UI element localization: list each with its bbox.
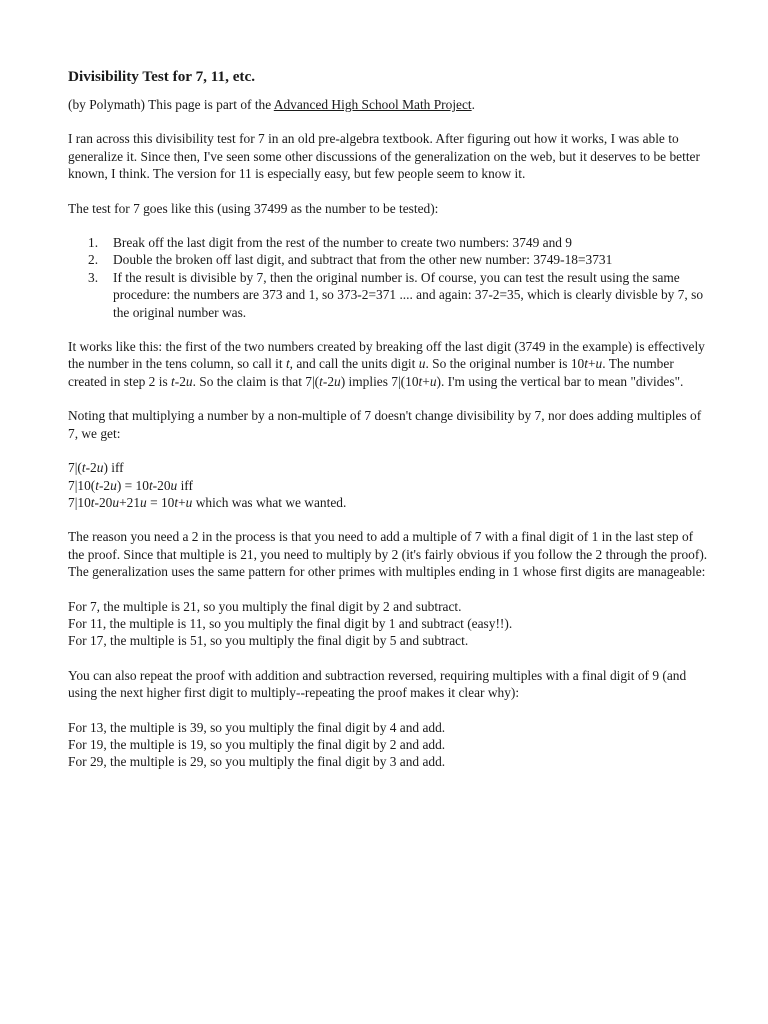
- add-rules: [68, 719, 708, 771]
- intro-paragraph: I ran across this divisibility test for 7 in an old pre-algebra textbook. After figuring out how it works, I was able to generalize it. Since then, I've seen some other discussions of the generalization on the web, but it deserves to be better known, I think. The version for 11 is especially easy, but few people seem to know it.: [68, 131, 700, 182]
- step-text: If the result is divisible by 7, then the original number is. Of course, you can test the result using the same procedure: the numbers are 373 and 1, so 373-2=371 .... and again: 37-2=35, which is clearly divisble by 7, so the original number was.: [113, 269, 704, 320]
- byline-prefix: (by Polymath) This page is part of the: [68, 97, 274, 112]
- repeat-paragraph: You can also repeat the proof with addition and subtraction reversed, requiring multiples with a final digit of 9 (and using the next higher first digit to multiply--repeating the proof makes it clear why):: [68, 667, 687, 701]
- proof-line: 7|10(t-2u) = 10t-20u iff: [68, 477, 193, 493]
- list-item: [68, 269, 708, 321]
- rule-line: For 17, the multiple is 51, so you multiply the final digit by 5 and subtract.: [68, 633, 469, 649]
- proof-lines: [68, 459, 708, 511]
- proof-line: 7|(t-2u) iff: [68, 460, 124, 476]
- step-text: Double the broken off last digit, and subtract that from the other new number: 3749-18=3731: [113, 252, 613, 268]
- step-number: 1.: [88, 235, 99, 251]
- explanation-paragraph: It works like this: the first of the two numbers created by breaking off the last digit (3749 in the example) is effectively the number in the tens column, so call it t, and call the units digit u. So the original number is 10t+u. The number created in step 2 is t-2u. So the claim is that 7|(t-2u) implies 7|(10t+u). I'm using the vertical bar to mean "divides".: [68, 339, 705, 389]
- rule-line: For 19, the multiple is 19, so you multiply the final digit by 2 and add.: [68, 736, 446, 752]
- list-item: [68, 251, 708, 268]
- steps-list: [68, 234, 708, 321]
- subtract-rules: [68, 598, 708, 650]
- test-intro-paragraph: The test for 7 goes like this (using 37499 as the number to be tested):: [68, 200, 439, 216]
- rule-line: For 7, the multiple is 21, so you multiply the final digit by 2 and subtract.: [68, 598, 462, 614]
- step-number: 2.: [88, 252, 99, 268]
- project-link[interactable]: Advanced High School Math Project: [273, 97, 472, 112]
- step-number: 3.: [88, 269, 99, 285]
- reason-paragraph: The reason you need a 2 in the process is that you need to add a multiple of 7 with a final digit of 1 in the last step of the proof. Since that multiple is 21, you need to multiply by 2 (it's fairly obvious if you follow the 2 through the proof). The generalization uses the same pattern for other primes with multiples ending in 1 whose first digits are manageable:: [68, 529, 708, 580]
- noting-paragraph: Noting that multiplying a number by a non-multiple of 7 doesn't change divisibility by 7, nor does adding multiples of 7, we get:: [68, 408, 702, 441]
- step-text: Break off the last digit from the rest of the number to create two numbers: 3749 and 9: [113, 235, 573, 251]
- page-title: Divisibility Test for 7, 11, etc.: [68, 68, 256, 85]
- rule-line: For 11, the multiple is 11, so you multiply the final digit by 1 and subtract (easy!!).: [68, 615, 513, 631]
- rule-line: For 29, the multiple is 29, so you multiply the final digit by 3 and add.: [68, 754, 446, 770]
- byline-suffix: .: [471, 97, 476, 112]
- document-page: [68, 67, 708, 788]
- byline: [68, 96, 708, 113]
- list-item: [68, 234, 708, 251]
- proof-line: 7|10t-20u+21u = 10t+u which was what we wanted.: [68, 494, 347, 510]
- rule-line: For 13, the multiple is 39, so you multiply the final digit by 4 and add.: [68, 719, 446, 735]
